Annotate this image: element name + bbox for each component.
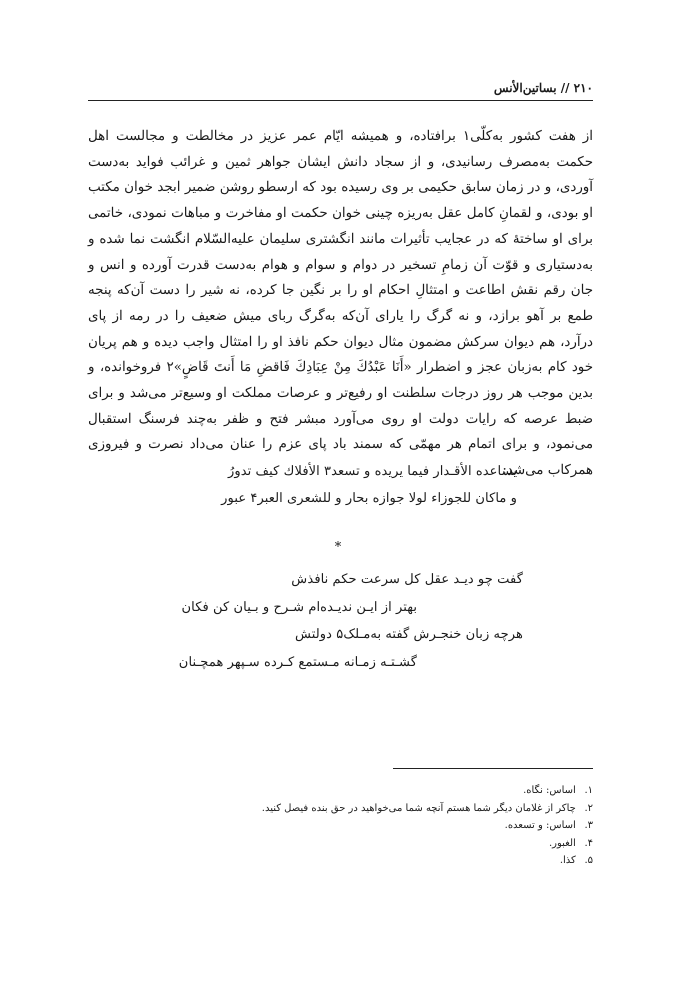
- footnote-text: چاکر از غلامان دیگر شما هستم آنچه شما می‌خواهید در حق بنده فیصل کنید.: [261, 802, 576, 814]
- header-rule: [88, 100, 593, 101]
- footnote-rule: [393, 768, 593, 769]
- footnote-number: ۳.: [584, 820, 593, 831]
- footnote-number: ۵.: [584, 855, 593, 866]
- footnote: [88, 782, 593, 800]
- footnote-number: ۱.: [584, 785, 593, 796]
- persian-verses: [88, 566, 593, 676]
- persian-verse-line: گفت چو دیـد عقل کل سرعت حکم نافذش: [291, 572, 523, 587]
- persian-verse-line: گشـتـه زمـانه مـستمع کـرده سـپهر همچـنان: [178, 654, 417, 670]
- footnote: [88, 817, 593, 835]
- arabic-verse-line: و ماکان للجوزاء لولا جوازه بحار و للشعری العبر۴ عبور: [221, 491, 517, 506]
- arabic-verses: [88, 458, 593, 512]
- persian-verse-line: هرچه زبان خنجـرش گفته به‌مـلک۵ دولتش: [294, 627, 523, 642]
- running-header: ۲۱۰ // بساتین‌الأنس: [493, 81, 593, 95]
- footnote-text: اساس: و تسعده.: [504, 820, 576, 831]
- body-paragraph: از هفت کشور به‌کلّی۱ برافتاده، و همیشه ایّام عمر عزیز در مخالطت و مجالست اهل حکمت به‌مصرف رسانیدی، و از سجاد دانش ایشان جواهر ثمین و غرائب فواید به‌دست آوردی، و در زمان سابق حکیمی بر وی رسیده بود که ارسطو روشن ضمیر ابجد خوان مکتب او بودی، و لقمانِ کامل عقل به‌ریزه چینی خوان حکمت او مفاخرت و مباهات نمودی، خاتمی برای او ساختهٔ که در عجایب تأثیرات مانند انگشتری سلیمان علیه‌السّلام انگشت نما شده و به‌دستیاری و قوّت آن زمامِ تسخیر در دوام و سوام و هوام به‌دست قدرت آورده و انس و جان رقم نقش اطاعت و امتثالِ احکام او را بر نگین جا کرده، نه شیر را دست آن‌که پنجه طمع بر آهو برازد، و نه گرگ را یارای آن‌که به‌گرگ ربای میش ضعیف را در رمه از پای درآرد، هم دیوان سرکش مضمون مثال دیوان حکم نافذ او را امتثال واجب دیده و هم پریان خود کام به‌زبان عجز و اضطرار «أَنَا عَبْدُكَ مِنْ عِبَادِكَ فَاقضِ مَا أَنتَ قَاضٍ»۲ فروخوانده، و بدین موجب هر روز درجات سلطنت او رفیع‌تر و عرصات مملکت او وسیع‌تر می‌شد و برای ضبط عرصه که رایات دولت او روی می‌آورد مبشر فتح و ظفر به‌چند فرسنگ استقبال می‌نمود، و برای اتمام هر مهمّی که سمند باد پای عزم را عنان می‌داد نصرت و فیروزی همرکاب می‌شد:: [88, 129, 593, 479]
- footnote: [88, 835, 593, 853]
- verse-separator: *: [334, 540, 342, 555]
- footnote-text: اساس: نگاه.: [523, 785, 576, 796]
- footnotes: [88, 782, 593, 870]
- footnote-text: کذا.: [559, 855, 576, 866]
- arabic-verse-line: یساعده الأقـدار فیما یریده و تسعد۳ الأفلاك کیف تدورُ: [227, 464, 517, 479]
- footnote-number: ۴.: [584, 837, 593, 849]
- persian-verse-line: بهتر از ایـن ندیـده‌ام شـرح و بـیان کن فکان: [181, 599, 417, 615]
- footnote: [88, 800, 593, 818]
- footnote: [88, 852, 593, 870]
- footnote-number: ۲.: [584, 802, 593, 814]
- footnote-text: الغبور.: [548, 837, 576, 849]
